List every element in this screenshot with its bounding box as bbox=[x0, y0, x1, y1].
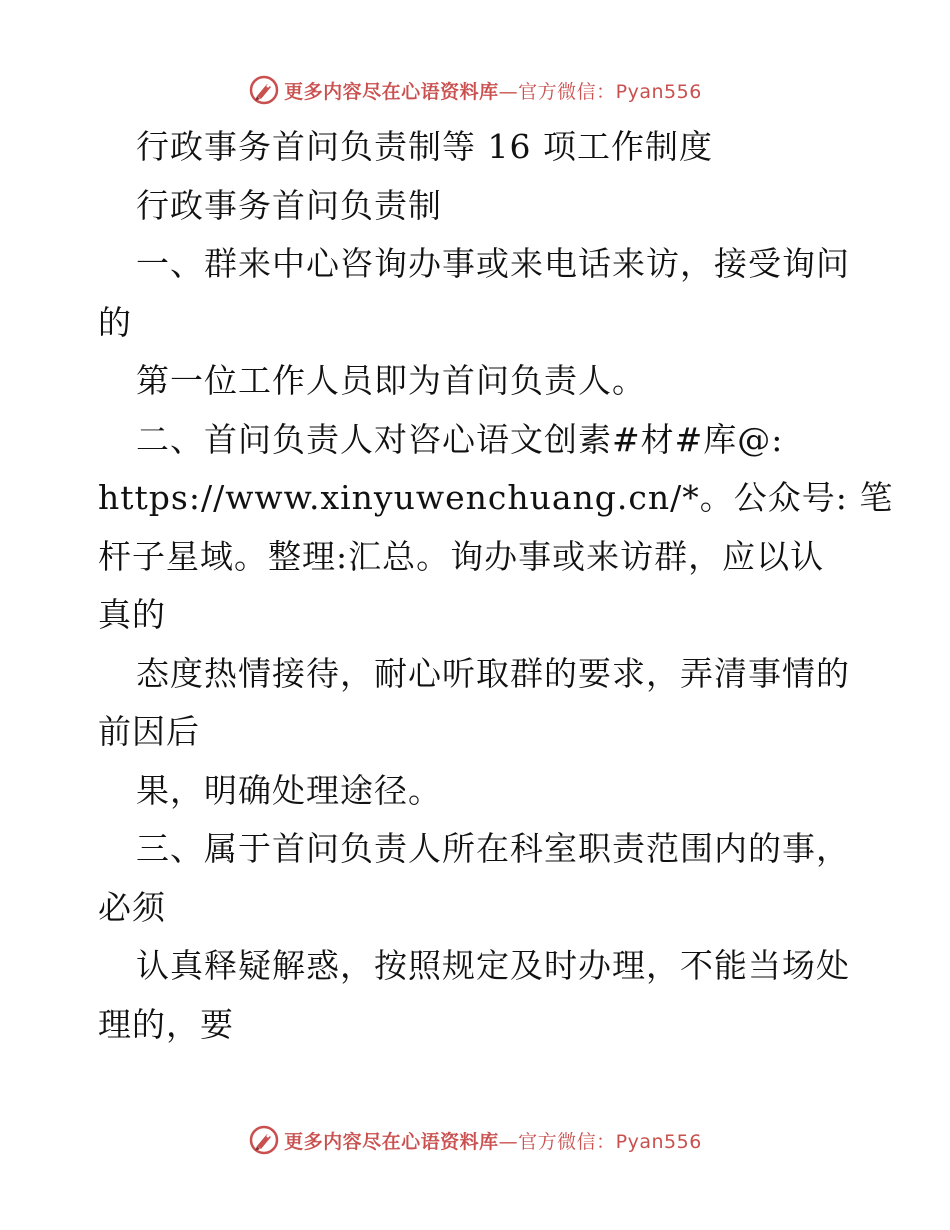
text-line: 认真释疑解惑，按照规定及时办理，不能当场处 bbox=[136, 946, 850, 985]
text-line: 行政事务首问负责制等 16 项工作制度 bbox=[136, 127, 713, 166]
pen-nib-logo-icon bbox=[248, 74, 280, 106]
text-line: 真的 bbox=[98, 595, 166, 634]
text-line: 行政事务首问负责制 bbox=[136, 185, 442, 225]
banner-wechat-text: 官方微信：Pyan556 bbox=[518, 1130, 702, 1153]
text-line: 态度热情接待，耐心听取群的要求，弄清事情的 bbox=[136, 653, 850, 693]
text-line: 必须 bbox=[98, 887, 166, 927]
banner-separator: — bbox=[498, 1130, 519, 1153]
text-line: 第一位工作人员即为首问负责人。 bbox=[136, 361, 646, 400]
text-line: 的 bbox=[98, 302, 132, 342]
banner-separator: — bbox=[498, 80, 519, 103]
text-line: https://www.xinyuwenchuang.cn/*。公众号: 笔 bbox=[98, 478, 894, 517]
text-line: 三、属于首问负责人所在科室职责范围内的事， bbox=[136, 829, 850, 868]
text-line: 一、群来中心咨询办事或来电话来访，接受询问 bbox=[136, 244, 850, 283]
pen-nib-logo-icon bbox=[248, 1124, 280, 1156]
banner-main-text: 更多内容尽在心语资料库 bbox=[284, 80, 499, 103]
header-watermark-banner bbox=[0, 70, 950, 110]
document-body bbox=[98, 118, 894, 1054]
text-line: 杆子星域。整理:汇总。询办事或来访群，应以认 bbox=[98, 536, 825, 576]
text-line: 二、首问负责人对咨心语文创素#材#库@: bbox=[136, 419, 784, 459]
text-line: 前因后 bbox=[98, 712, 200, 751]
footer-watermark-banner bbox=[0, 1120, 950, 1160]
text-line: 果，明确处理途径。 bbox=[136, 770, 442, 810]
banner-main-text: 更多内容尽在心语资料库 bbox=[284, 1130, 499, 1153]
banner-wechat-text: 官方微信：Pyan556 bbox=[518, 80, 702, 103]
text-line: 理的，要 bbox=[98, 1004, 234, 1044]
